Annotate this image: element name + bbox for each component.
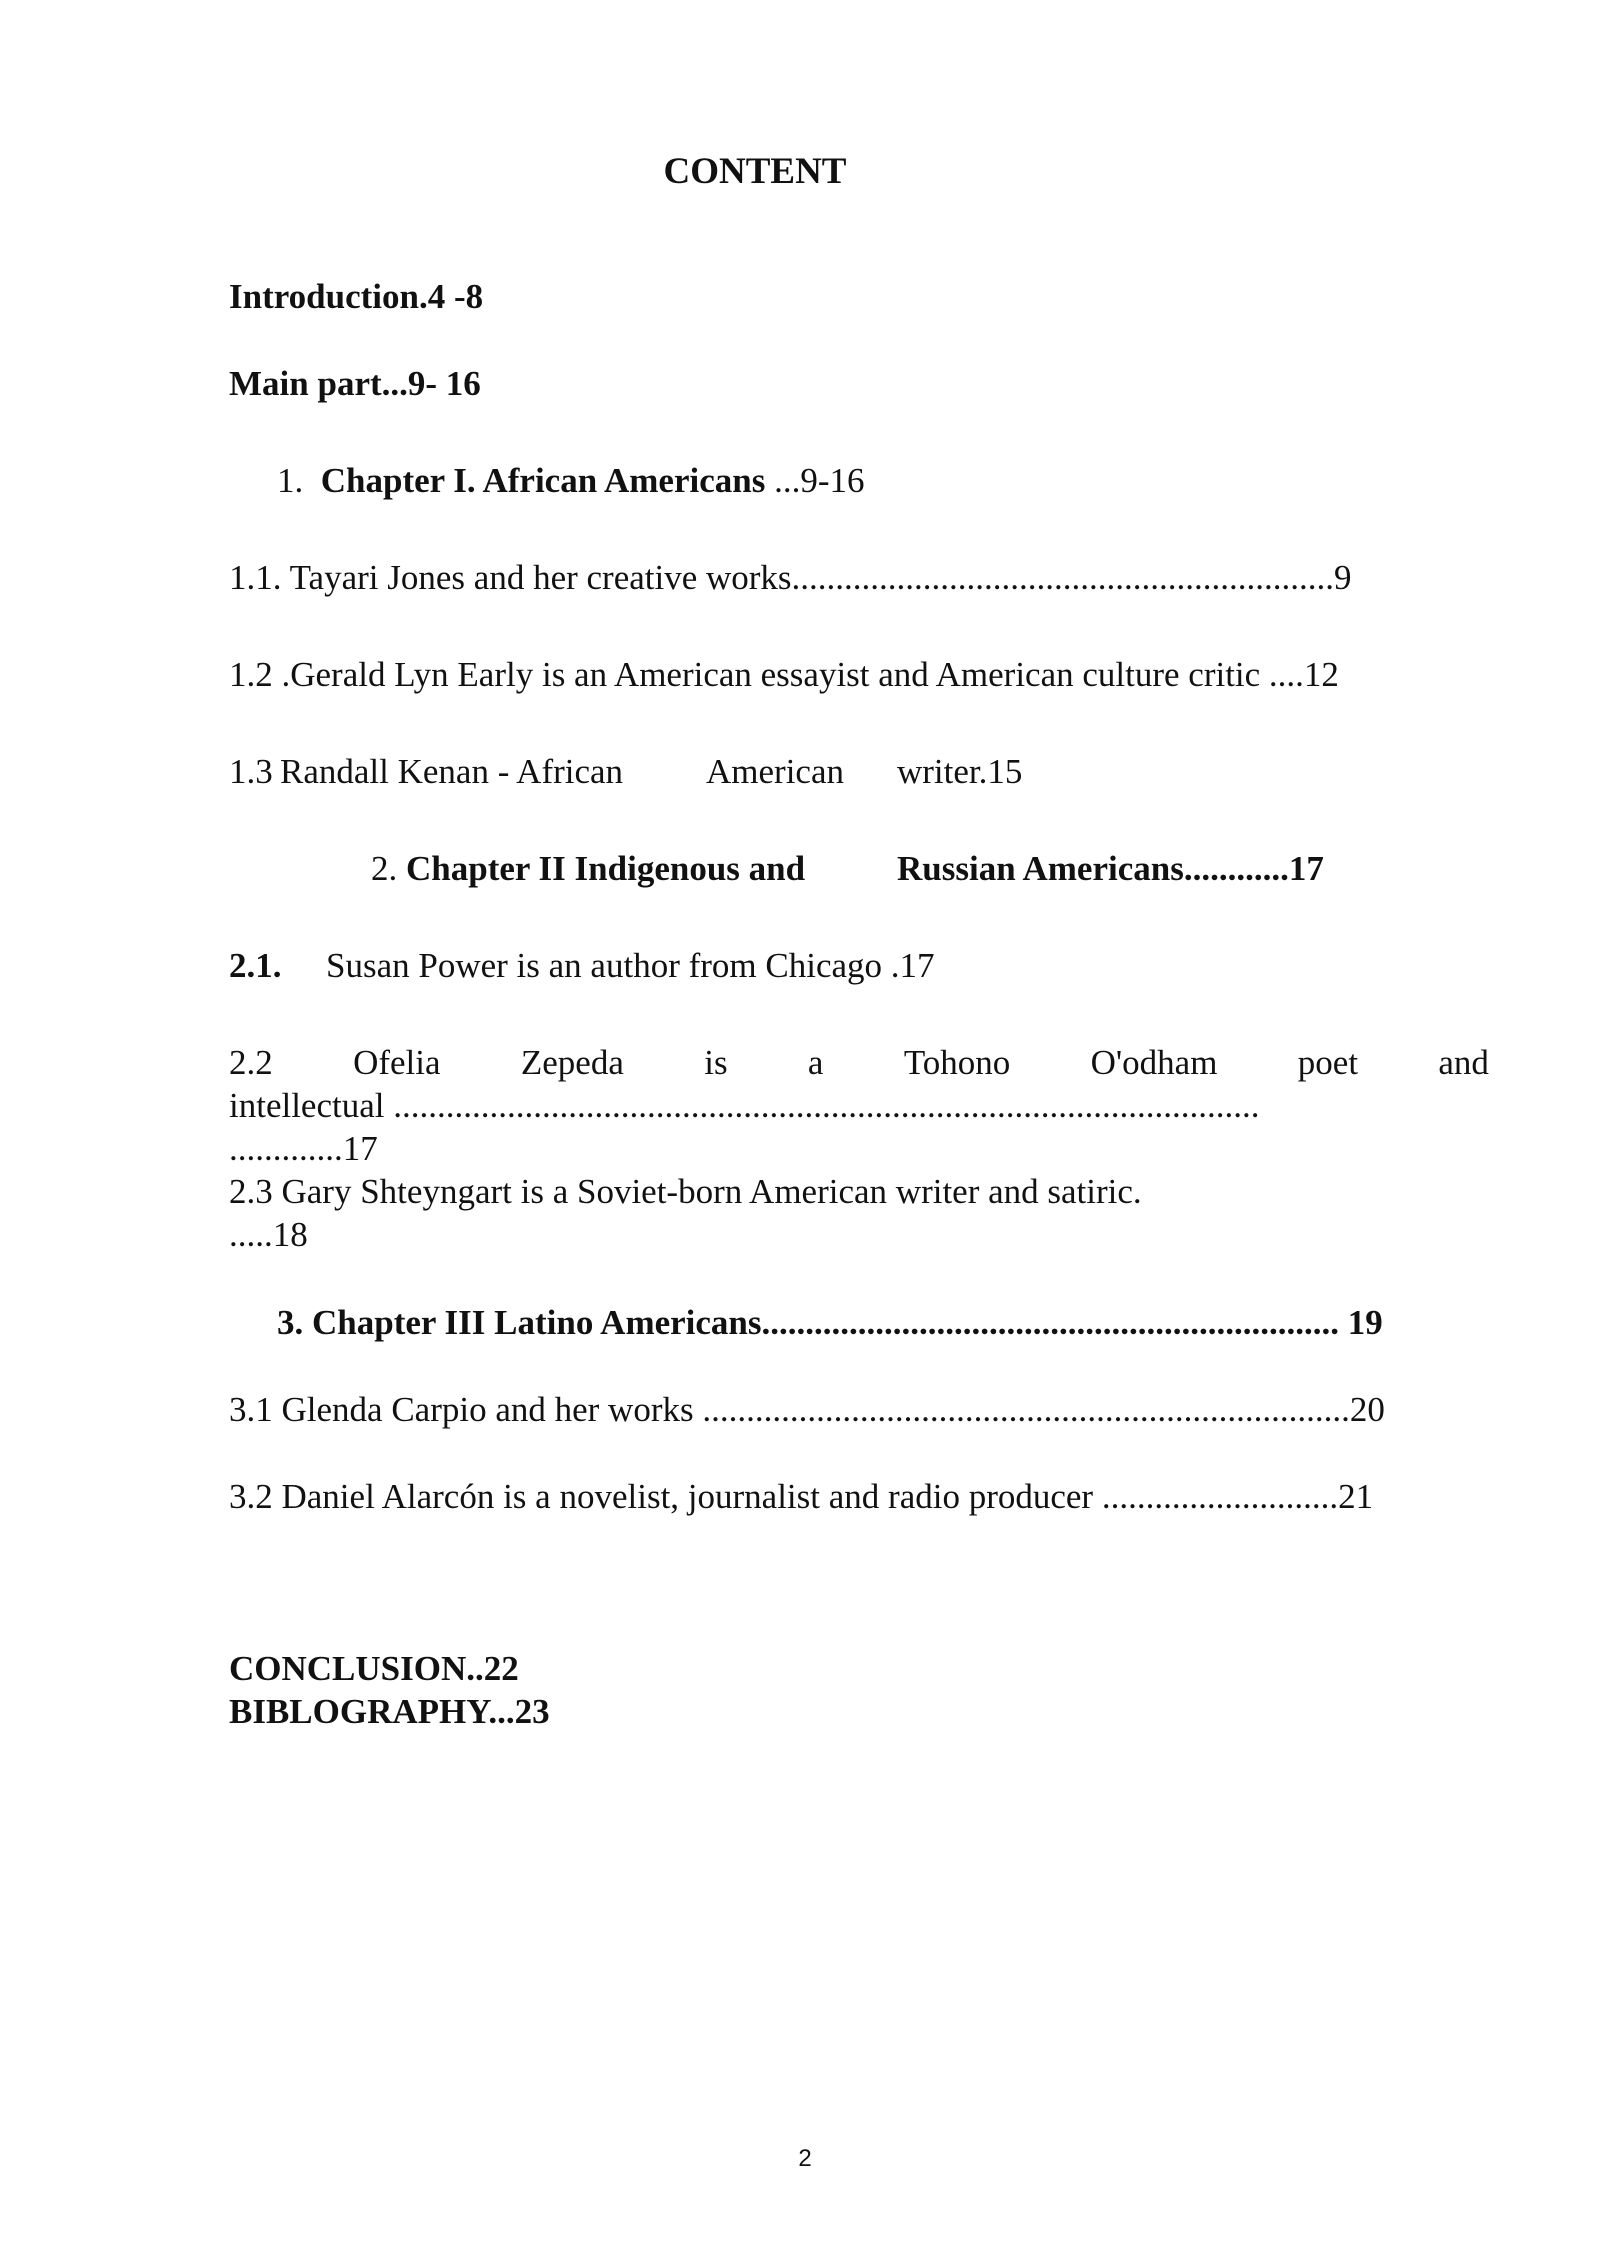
page-number: 2 [798, 2145, 812, 2172]
toc-item-2-3-pages: .....18 [229, 1215, 308, 1254]
chapter-1-number: 1. [277, 461, 304, 500]
toc-item-1-3-title-a: Randall Kenan - African [280, 752, 624, 791]
toc-item-2-3-text: 2.3 Gary Shteyngart is a Soviet-born American writer and satiric. [229, 1172, 1142, 1211]
toc-chapter-2-a [371, 848, 805, 890]
chapter-1-pages: ...9-16 [765, 461, 865, 500]
toc-bibliography: BIBLOGRAPHY...23 [229, 1692, 550, 1731]
toc-main-part: Main part...9- 16 [229, 364, 481, 403]
toc-item-3-1: 3.1 Glenda Carpio and her works ..........................................................................20 [229, 1390, 1385, 1429]
item-2-2-word: Zepeda [520, 1043, 624, 1082]
item-2-2-word: and [1438, 1043, 1489, 1082]
toc-item-1-3-title-b: American [706, 752, 844, 791]
toc-item-2-1-text: Susan Power is an author from Chicago .17 [326, 946, 935, 985]
toc-item-2-1-number: 2.1. [229, 946, 282, 985]
toc-item-1-1: 1.1. Tayari Jones and her creative works..............................................................9 [229, 558, 1352, 597]
page-title: CONTENT [663, 151, 847, 192]
toc-item-2-2-line-1 [229, 1042, 1489, 1084]
toc-chapter-3: 3. Chapter III Latino Americans.................................................................. 19 [277, 1303, 1383, 1342]
item-2-2-word: 2.2 [229, 1043, 273, 1082]
item-2-2-word: O'odham [1090, 1043, 1218, 1082]
toc-item-1-2: 1.2 .Gerald Lyn Early is an American essayist and American culture critic ....12 [229, 655, 1339, 694]
chapter-2-number: 2. [371, 849, 406, 888]
toc-item-1-3-number: 1.3 [229, 752, 273, 791]
toc-item-2-2-line-3: .............17 [229, 1129, 378, 1168]
toc-item-3-2: 3.2 Daniel Alarcón is a novelist, journalist and radio producer ...........................21 [229, 1477, 1374, 1516]
item-2-2-word: Ofelia [353, 1043, 441, 1082]
item-2-2-word: is [704, 1043, 728, 1082]
chapter-2-title: Chapter II Indigenous and [406, 849, 806, 888]
toc-conclusion: CONCLUSION..22 [229, 1649, 519, 1688]
toc-chapter-1 [277, 460, 865, 502]
toc-chapter-2-b: Russian Americans............17 [897, 849, 1324, 888]
item-2-2-word: poet [1297, 1043, 1359, 1082]
chapter-1-title: Chapter I. African Americans [320, 461, 766, 500]
item-2-2-word: Tohono [903, 1043, 1011, 1082]
toc-item-2-2-line-2: intellectual ................................................................................................... [229, 1086, 1260, 1125]
toc-introduction: Introduction.4 -8 [229, 277, 484, 316]
item-2-2-word: a [807, 1043, 824, 1082]
toc-item-1-3-title-c: writer.15 [897, 752, 1023, 791]
